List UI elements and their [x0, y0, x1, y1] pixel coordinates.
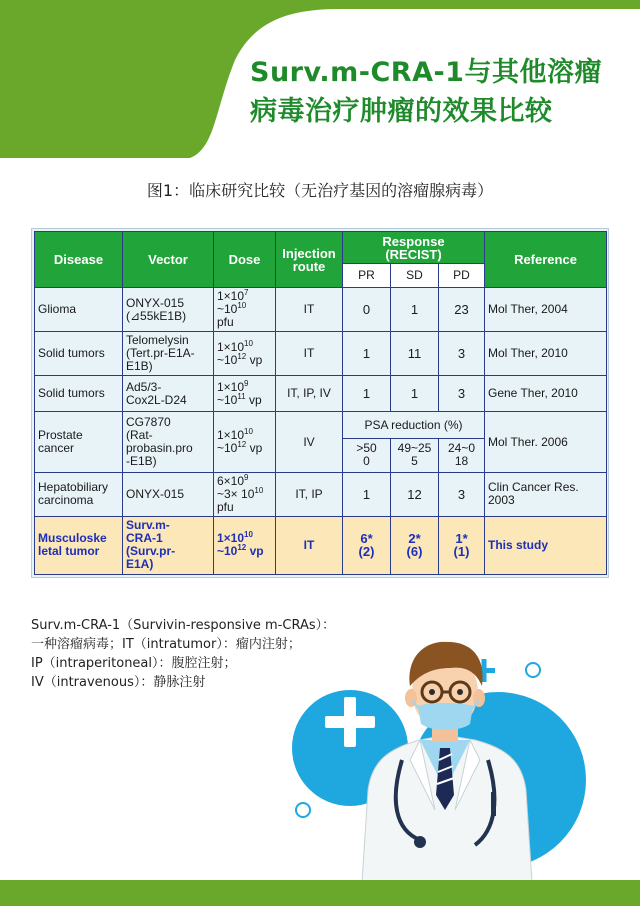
cell-route: IT [276, 332, 343, 376]
cell-reference: This study [485, 516, 607, 574]
table-row [35, 288, 607, 332]
cell-vector: Ad5/3- Cox2L-D24 [123, 376, 214, 412]
cell-disease: Prostate cancer [35, 412, 123, 472]
cell-pd: 3 [439, 332, 485, 376]
note-line: IP（intraperitoneal）：腹腔注射； [31, 656, 237, 671]
table-row-this-study [35, 516, 607, 574]
page-title-line1: Surv.m-CRA-1与其他溶瘤 [250, 57, 602, 88]
cell-dose: $1\times 10^{10}$ $\sim 10^{12}$ vp [214, 332, 276, 376]
cell-route: IT [276, 288, 343, 332]
cell-psa-gt50: >50 0 [343, 438, 391, 472]
cell-disease: Solid tumors [35, 332, 123, 376]
cell-vector: ONYX-015 [123, 472, 214, 516]
cell-pr: 0 [343, 288, 391, 332]
cell-dose: $1\times 10^9$ $\sim 10^{11}$ vp [214, 376, 276, 412]
cell-pd: 1* (1) [439, 516, 485, 574]
table-row [35, 376, 607, 412]
cell-pr: 1 [343, 376, 391, 412]
header-pr: PR [343, 264, 391, 288]
cell-pr: 6* (2) [343, 516, 391, 574]
note-line: 一种溶瘤病毒；IT（intratumor）：瘤内注射； [31, 637, 301, 652]
cell-reference: Mol Ther, 2010 [485, 332, 607, 376]
header-disease: Disease [35, 232, 123, 288]
header-dose: Dose [214, 232, 276, 288]
footer-bar [0, 880, 640, 906]
cell-dose: $1\times 10^7$ $\sim 10^{10}$ pfu [214, 288, 276, 332]
cell-vector: Telomelysin (Tert.pr-E1A- E1B) [123, 332, 214, 376]
header-response [343, 232, 485, 264]
doctor-illustration [270, 620, 640, 882]
cell-reference: Mol Ther. 2006 [485, 412, 607, 472]
table-row [35, 412, 607, 438]
cell-dose: $6\times 10^9$ ~3× $10^{10}$ pfu [214, 472, 276, 516]
header-injection-route [276, 232, 343, 288]
header-vector: Vector [123, 232, 214, 288]
cell-route: IT, IP, IV [276, 376, 343, 412]
small-ring [296, 803, 310, 817]
cell-psa-label: PSA reduction (%) [343, 412, 485, 438]
cell-disease: Glioma [35, 288, 123, 332]
table-row [35, 332, 607, 376]
cell-sd: 11 [391, 332, 439, 376]
header-pd: PD [439, 264, 485, 288]
face-mask [418, 703, 473, 730]
cell-route: IT, IP [276, 472, 343, 516]
cell-route: IT [276, 516, 343, 574]
cell-disease: Solid tumors [35, 376, 123, 412]
cell-reference: Clin Cancer Res. 2003 [485, 472, 607, 516]
cell-sd: 2* (6) [391, 516, 439, 574]
header-sd: SD [391, 264, 439, 288]
cell-vector: ONYX-015 (⊿55kE1B) [123, 288, 214, 332]
note-line: IV（intravenous）：静脉注射 [31, 675, 206, 690]
cell-dose: $1\times 10^{10}$ $\sim 10^{12}$ vp [214, 412, 276, 472]
cell-pd: 23 [439, 288, 485, 332]
note-line: Surv.m-CRA-1（Survivin-responsive m-CRAs）： [31, 618, 336, 633]
cell-pd: 3 [439, 376, 485, 412]
cell-pr: 1 [343, 332, 391, 376]
cell-pr: 1 [343, 472, 391, 516]
table-row [35, 472, 607, 516]
cell-pd: 3 [439, 472, 485, 516]
cell-psa-49-25: 49~25 5 [391, 438, 439, 472]
header-reference: Reference [485, 232, 607, 288]
cell-dose: $1\times 10^{10}$ $\sim 10^{12}$ vp [214, 516, 276, 574]
cell-disease: Musculoske letal tumor [35, 516, 123, 574]
header-injection-line2: route [292, 258, 326, 274]
figure-caption: 图1：临床研究比较（无治疗基因的溶瘤腺病毒） [146, 181, 494, 200]
header-response-line1: Response [382, 233, 445, 249]
cell-route: IV [276, 412, 343, 472]
header-injection-line1: Injection [282, 245, 336, 261]
cell-sd: 1 [391, 288, 439, 332]
small-ring [526, 663, 540, 677]
cell-sd: 12 [391, 472, 439, 516]
cell-reference: Gene Ther, 2010 [485, 376, 607, 412]
cell-psa-24-0: 24~0 18 [439, 438, 485, 472]
page-title-line2: 病毒治疗肿瘤的效果比较 [250, 96, 553, 127]
cell-vector: Surv.m- CRA-1 (Surv.pr- E1A) [123, 516, 214, 574]
cell-vector: CG7870 (Rat- probasin.pro -E1B) [123, 412, 214, 472]
header-response-line2: (RECIST) [385, 246, 442, 262]
cell-sd: 1 [391, 376, 439, 412]
comparison-table [34, 231, 607, 575]
cell-reference: Mol Ther, 2004 [485, 288, 607, 332]
cell-disease: Hepatobiliary carcinoma [35, 472, 123, 516]
comparison-table-image [31, 228, 609, 578]
